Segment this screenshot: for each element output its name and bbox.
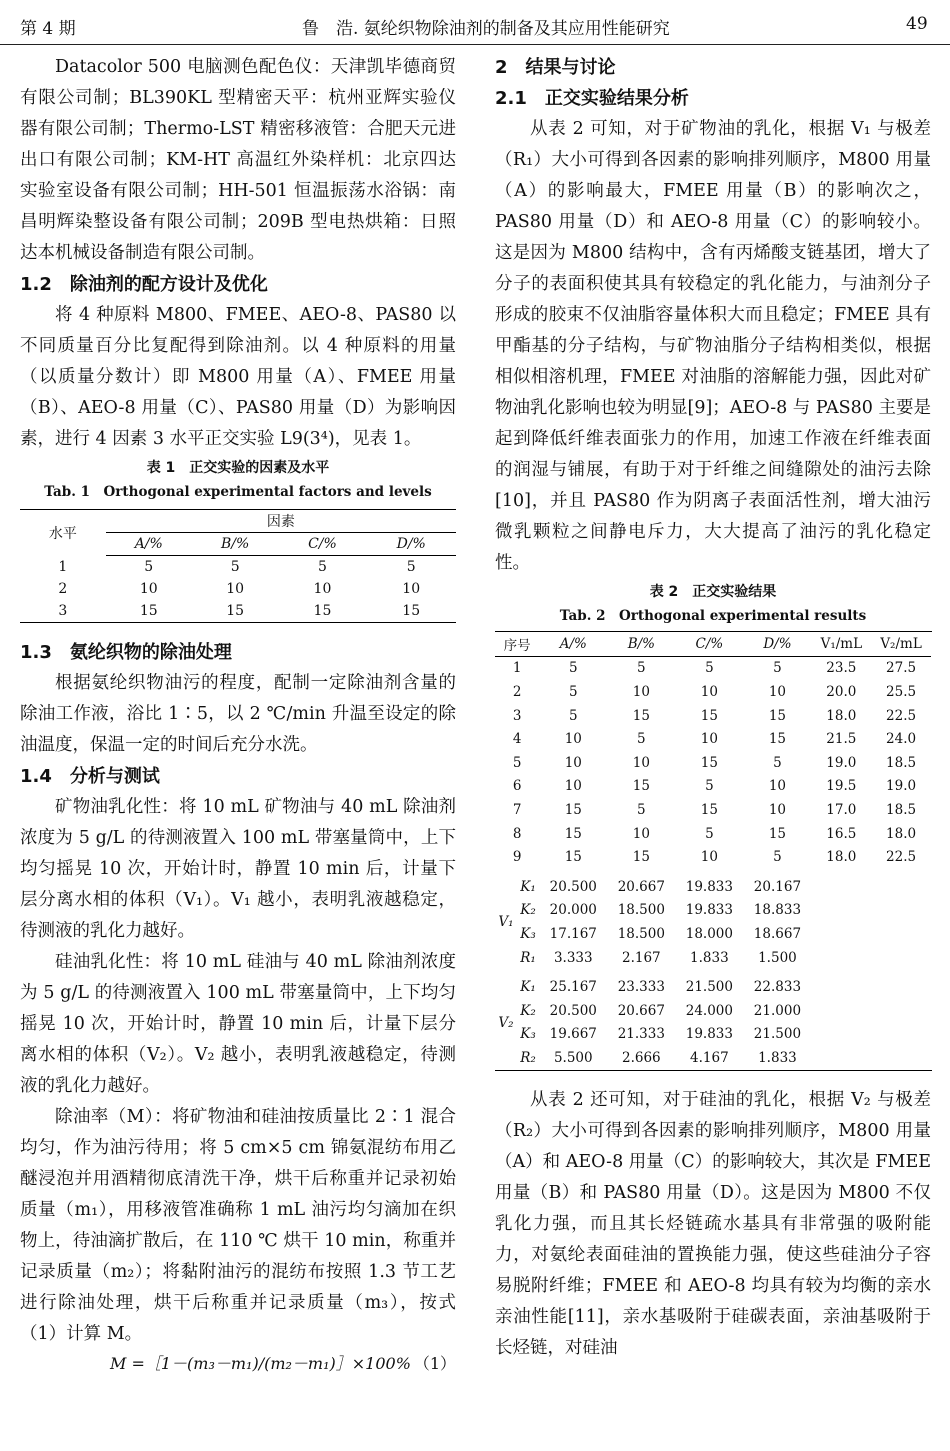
table-cell: 10 (768, 683, 787, 700)
table-cell: 21.000 (753, 1002, 802, 1019)
table-cell (871, 869, 931, 899)
results-paragraph-1: 从表 2 可知，对于矿物油的乳化，根据 V₁ 与极差（R₁）大小可得到各因素的影响排列顺序，M800 用量（A）的影响最大，FMEE 用量（B）的影响次之，PAS80 用量（D）和 AEO-8 用量（C）的影响较小。这是因为 M800 结构中，含有丙烯酸支链基团，增大了分子的表面积使其具有较稳定的乳化能力，与油剂分子形成的胶束不仅油脂容量体积大而且稳定；FMEE 具有甲酯基的分子结构，与矿物油脂分子结构相类似，根据相似相溶机理，FMEE 对油脂的溶解能力强，因此对矿物油乳化影响也较为明显[9]；AEO-8 与 PAS80 主要是起到降低纤维表面张力的作用，加速工作液在纤维表面的润湿与铺展，有助于对于纤维之间缝隙处的油污去除[10]，并且 PAS80 作为阴离子表面活性剂，增大油污微乳颗粒之间静电斥力，大大提高了油污的乳化稳定性。 (495, 119, 931, 573)
table-cell: 10 (632, 683, 650, 700)
table-cell: 5 (568, 707, 578, 724)
results-paragraph-2: 从表 2 还可知，对于硅油的乳化，根据 V₂ 与极差（R₂）大小可得到各因素的影响排列顺序，M800 用量（A）和 AEO-8 用量（C）的影响较大，其次是 FMEE 用量（B）和 PAS80 用量（D）。这是因为 M800 不仅乳化力强，而且其长烃链疏水基具有非常强的吸附能力，对氨纶表面硅油的置换能力强，使这些硅油分子容易脱附纤维；FMEE 和 AEO-8 均具有较为均衡的亲水亲油性能[11]，亲水基吸附于硅碳表面，亲油基吸附于长烃链，对硅油 (495, 1089, 931, 1358)
table-cell: 10 (700, 731, 718, 748)
table-cell: 10 (768, 801, 787, 818)
table-cell: 18.500 (617, 925, 665, 942)
table-cell: 20.667 (617, 1002, 665, 1019)
table-cell: 3 (58, 603, 68, 619)
table-cell: 19.5 (826, 778, 857, 795)
table-cell: 18.5 (886, 801, 917, 818)
table-cell: 15 (700, 754, 718, 771)
table2-col-header: C/% (675, 632, 743, 657)
table-cell: 3 (512, 707, 522, 724)
table-cell: 3.333 (553, 949, 593, 966)
table-cell: 15 (402, 603, 421, 619)
table-cell: 25.5 (886, 683, 917, 700)
table-cell: 5 (637, 731, 646, 748)
equipment-paragraph: Datacolor 500 电脑测色配色仪：天津凯毕德商贸有限公司制；BL390KL 型精密天平：杭州亚辉实验仪器有限公司制；Thermo-LST 精密移液管：合肥天元进出口有限公司制；KM-HT 高温红外染样机：北京四达实验室设备有限公司制；HH-501 恒温振荡水浴锅：南昌明辉染整设备有限公司制；209B 型电热烘箱：日照达本机械设备制造有限公司制。 (20, 57, 456, 263)
table-cell: 10 (564, 754, 582, 771)
table-cell: 2 (58, 581, 68, 597)
table-cell: 27.5 (886, 660, 917, 677)
table-cell: 5 (705, 778, 714, 795)
table-row (495, 899, 931, 923)
table-cell: 24.0 (886, 731, 917, 748)
table-cell: 18.500 (617, 902, 665, 919)
issue-label: 第 4 期 (20, 19, 76, 39)
table-cell: 19.667 (549, 1026, 597, 1043)
table-cell: 10 (564, 731, 582, 748)
table-row (495, 946, 931, 970)
table1-col-header: C/% (278, 533, 366, 556)
table-cell: 22.5 (886, 707, 917, 724)
table-cell (811, 899, 871, 923)
table-row (495, 727, 931, 751)
table-cell: 18.5 (886, 754, 917, 771)
table1-level-header: 水平 (48, 525, 77, 542)
table-cell: 15 (564, 801, 582, 818)
table-cell: 23.5 (826, 660, 857, 677)
table-cell: 20.167 (753, 878, 802, 895)
table2-col-header: V₂/mL (871, 632, 931, 657)
table-cell: 17.167 (549, 925, 597, 942)
table-row (495, 922, 931, 946)
right-column (495, 52, 931, 1364)
table2-col-header: V₁/mL (811, 632, 871, 657)
table-row (495, 751, 931, 775)
table-row (495, 845, 931, 869)
table2-col-header: A/% (539, 632, 607, 657)
table-row (495, 869, 931, 899)
table-row (495, 999, 931, 1023)
table1-col-header: A/% (106, 533, 192, 556)
table-cell: 21.5 (826, 731, 857, 748)
table-cell (811, 869, 871, 899)
table-cell: 19.0 (886, 778, 917, 795)
page-header (0, 0, 950, 45)
table-cell: 5 (773, 660, 782, 677)
left-column (20, 52, 456, 1378)
table-cell: 5 (144, 559, 154, 575)
table-row (495, 798, 931, 822)
table-cell: 5 (318, 559, 327, 575)
removal-rate-paragraph: 除油率（M）：将矿物油和硅油按质量比 2∶1 混合均匀，作为油污待用；将 5 cm×5 cm 锦氨混纺布用乙醚浸泡并用酒精彻底清洗干净，烘干后称重并记录初始质量（m₁），用移液管准确称 1 mL 油污均匀滴加在织物上，待油滴扩散后，在 110 ℃ 烘干 10 min，称重并记录质量（m₂）；将黏附油污的混纺布按照 1.3 节工艺进行除油处理，烘干后称重并记录质量（m₃），按式（1）计算 M。 (20, 1107, 456, 1344)
table-cell: R₂ (520, 1049, 536, 1066)
section-1-2-title: 1.2 除油剂的配方设计及优化 (20, 274, 268, 295)
table-row (495, 704, 931, 728)
table-row (495, 656, 931, 680)
table-cell: 8 (512, 825, 522, 842)
table-cell: 15 (632, 707, 650, 724)
table1-factor-header: 因素 (106, 510, 456, 533)
table-cell: 20.000 (549, 902, 597, 919)
table-cell: 1.500 (758, 949, 797, 966)
table-cell: 5 (705, 660, 714, 677)
section-1-3-paragraph: 根据氨纶织物油污的程度，配制一定除油剂含量的除油工作液，浴比 1∶5，以 2 ℃/min 升温至设定的除油温度，保温一定的时间后充分水洗。 (20, 673, 456, 755)
table2-col-header: B/% (607, 632, 675, 657)
table-cell: 5 (773, 754, 782, 771)
table-cell: 5 (230, 559, 240, 575)
table-row (20, 600, 456, 623)
group-label: V₁ (498, 914, 514, 931)
table-cell: 5 (406, 559, 416, 575)
table-cell: 18.667 (753, 925, 802, 942)
table-cell: K₁ (520, 878, 536, 895)
table-cell: 18.0 (886, 825, 917, 842)
table-cell: 2.666 (622, 1049, 661, 1066)
table-cell: 10 (700, 683, 718, 700)
section-1-4-title: 1.4 分析与测试 (20, 766, 160, 787)
section-2-1-title: 2.1 正交实验结果分析 (495, 88, 689, 109)
table-cell: 10 (139, 581, 158, 597)
table-cell: 19.833 (685, 878, 733, 895)
table-cell: 25.167 (549, 979, 597, 996)
table-cell: 10 (564, 778, 582, 795)
table-cell (811, 999, 871, 1023)
table-row (495, 822, 931, 846)
table-cell: 24.000 (685, 1002, 733, 1019)
table2-caption-cn: 表 2 正交实验结果 (649, 584, 777, 600)
section-1-2-paragraph: 将 4 种原料 M800、FMEE、AEO-8、PAS80 以不同质量百分比复配得到除油剂。以 4 种原料的用量（以质量分数计）即 M800 用量（A）、FMEE 用量（B）、AEO-8 用量（C）、PAS80 用量（D）为影响因素，进行 4 因素 3 水平正交实验 L9(3⁴)，见表 1。 (20, 305, 456, 449)
table-row (495, 1023, 931, 1047)
table-cell: 15 (226, 603, 245, 619)
table-row (20, 578, 456, 600)
table1 (20, 509, 456, 623)
table-cell: K₂ (520, 1002, 536, 1019)
table-cell: 15 (768, 707, 787, 724)
table1-col-header: D/% (366, 533, 456, 556)
table-cell: 21.333 (617, 1026, 665, 1043)
table-cell: 10 (632, 754, 650, 771)
table-cell (811, 1046, 871, 1070)
table-cell: K₂ (520, 902, 536, 919)
table-cell: 15 (564, 849, 582, 866)
table-row (20, 556, 456, 579)
table-cell: 16.5 (826, 825, 857, 842)
table-cell: 5 (773, 849, 782, 866)
table-cell: 5 (568, 683, 578, 700)
group-label: V₂ (498, 1014, 514, 1031)
table-row (495, 775, 931, 799)
table-cell (871, 999, 931, 1023)
table-cell: 18.000 (685, 925, 733, 942)
table-cell (811, 1023, 871, 1047)
equation-number: （1） (413, 1354, 456, 1373)
table-cell: K₃ (520, 1026, 536, 1043)
table-cell: 10 (313, 581, 332, 597)
table-cell: 5 (568, 660, 578, 677)
table-cell: 7 (512, 801, 522, 818)
table-cell: 5 (512, 754, 522, 771)
table-cell: 18.0 (826, 707, 857, 724)
table-cell (871, 1046, 931, 1070)
table-cell: 15 (313, 603, 332, 619)
table-cell: 6 (512, 778, 522, 795)
table2-body (495, 656, 931, 1070)
table-cell: 22.5 (886, 849, 917, 866)
table-cell: 15 (768, 731, 787, 748)
table-cell (871, 899, 931, 923)
table-cell: 17.0 (826, 801, 857, 818)
running-title: 鲁 浩. 氨纶织物除油剂的制备及其应用性能研究 (302, 19, 670, 39)
table-cell: 18.0 (826, 849, 857, 866)
table-cell: 10 (632, 825, 650, 842)
table-cell: 19.833 (685, 902, 733, 919)
table-cell: 19.833 (685, 1026, 733, 1043)
table-cell: K₃ (520, 925, 536, 942)
table-cell: 10 (768, 778, 787, 795)
table-cell: 21.500 (685, 979, 733, 996)
table-cell: 5 (705, 825, 714, 842)
table-cell: 1 (512, 660, 522, 677)
section-2-title: 2 结果与讨论 (495, 57, 616, 78)
table-cell: 1.833 (758, 1049, 797, 1066)
table-cell: 20.500 (549, 878, 597, 895)
table-cell: 15 (632, 849, 650, 866)
table-cell: 5 (637, 801, 646, 818)
table-cell: 10 (402, 581, 421, 597)
table-cell: 4 (512, 731, 522, 748)
table1-caption-en: Tab. 1 Orthogonal experimental factors and levels (44, 484, 432, 500)
page-number: 49 (906, 14, 928, 34)
table-cell: 2 (512, 683, 522, 700)
table-cell: 18.833 (753, 902, 802, 919)
table-cell (811, 922, 871, 946)
table-cell: 15 (139, 603, 158, 619)
table-cell: 10 (700, 849, 718, 866)
table-cell: 9 (512, 849, 522, 866)
table-cell (871, 922, 931, 946)
table-cell: 20.0 (826, 683, 857, 700)
table-row (495, 680, 931, 704)
table-cell: 5 (637, 660, 646, 677)
table1-col-header: B/% (192, 533, 279, 556)
table-cell: K₁ (520, 979, 536, 996)
table-cell (871, 1023, 931, 1047)
table-cell (811, 969, 871, 999)
table-cell: 15 (700, 801, 718, 818)
equation-body: M =［1－(m₃－m₁)/(m₂－m₁)］×100% (110, 1354, 411, 1373)
table2-col-header: D/% (743, 632, 811, 657)
section-1-3-title: 1.3 氨纶织物的除油处理 (20, 642, 232, 663)
table-cell (871, 969, 931, 999)
table-cell: 19.0 (826, 754, 857, 771)
table-cell: 15 (632, 778, 650, 795)
table2-caption-en: Tab. 2 Orthogonal experimental results (559, 608, 867, 624)
table2 (495, 631, 931, 1071)
table-cell: 2.167 (622, 949, 661, 966)
silicone-oil-paragraph: 硅油乳化性：将 10 mL 硅油与 40 mL 除油剂浓度为 5 g/L 的待测液置入 100 mL 带塞量筒中，上下均匀摇晃 10 次，开始计时，静置 10 min 后，计量下层分离水相的体积（V₂）。V₂ 越小，表明乳液越稳定，待测液的乳化力越好。 (20, 952, 456, 1096)
table-cell: 5.500 (553, 1049, 593, 1066)
table-cell: R₁ (520, 949, 536, 966)
table-cell: 21.500 (753, 1026, 802, 1043)
table1-caption-cn: 表 1 正交实验的因素及水平 (146, 460, 330, 476)
table-cell: 23.333 (617, 979, 665, 996)
table-cell: 10 (226, 581, 245, 597)
table-cell: 4.167 (690, 1049, 729, 1066)
table-cell (871, 946, 931, 970)
table-cell: 15 (564, 825, 582, 842)
table-cell: 15 (700, 707, 718, 724)
table-cell: 15 (768, 825, 787, 842)
table-cell (811, 946, 871, 970)
table-cell: 22.833 (753, 979, 802, 996)
table-cell: 1 (58, 558, 68, 575)
equation-1 (20, 1350, 456, 1378)
table-row (495, 1046, 931, 1070)
table-cell: 1.833 (690, 949, 729, 966)
mineral-oil-paragraph: 矿物油乳化性：将 10 mL 矿物油与 40 mL 除油剂浓度为 5 g/L 的待测液置入 100 mL 带塞量筒中，上下均匀摇晃 10 次，开始计时，静置 10 min 后，计量下层分离水相的体积（V₁）。V₁ 越小，表明乳液越稳定，待测液的乳化力越好。 (20, 797, 456, 941)
table2-col-header: 序号 (495, 632, 539, 657)
table-cell: 20.500 (549, 1002, 597, 1019)
table-row (495, 969, 931, 999)
table-cell: 20.667 (617, 878, 665, 895)
